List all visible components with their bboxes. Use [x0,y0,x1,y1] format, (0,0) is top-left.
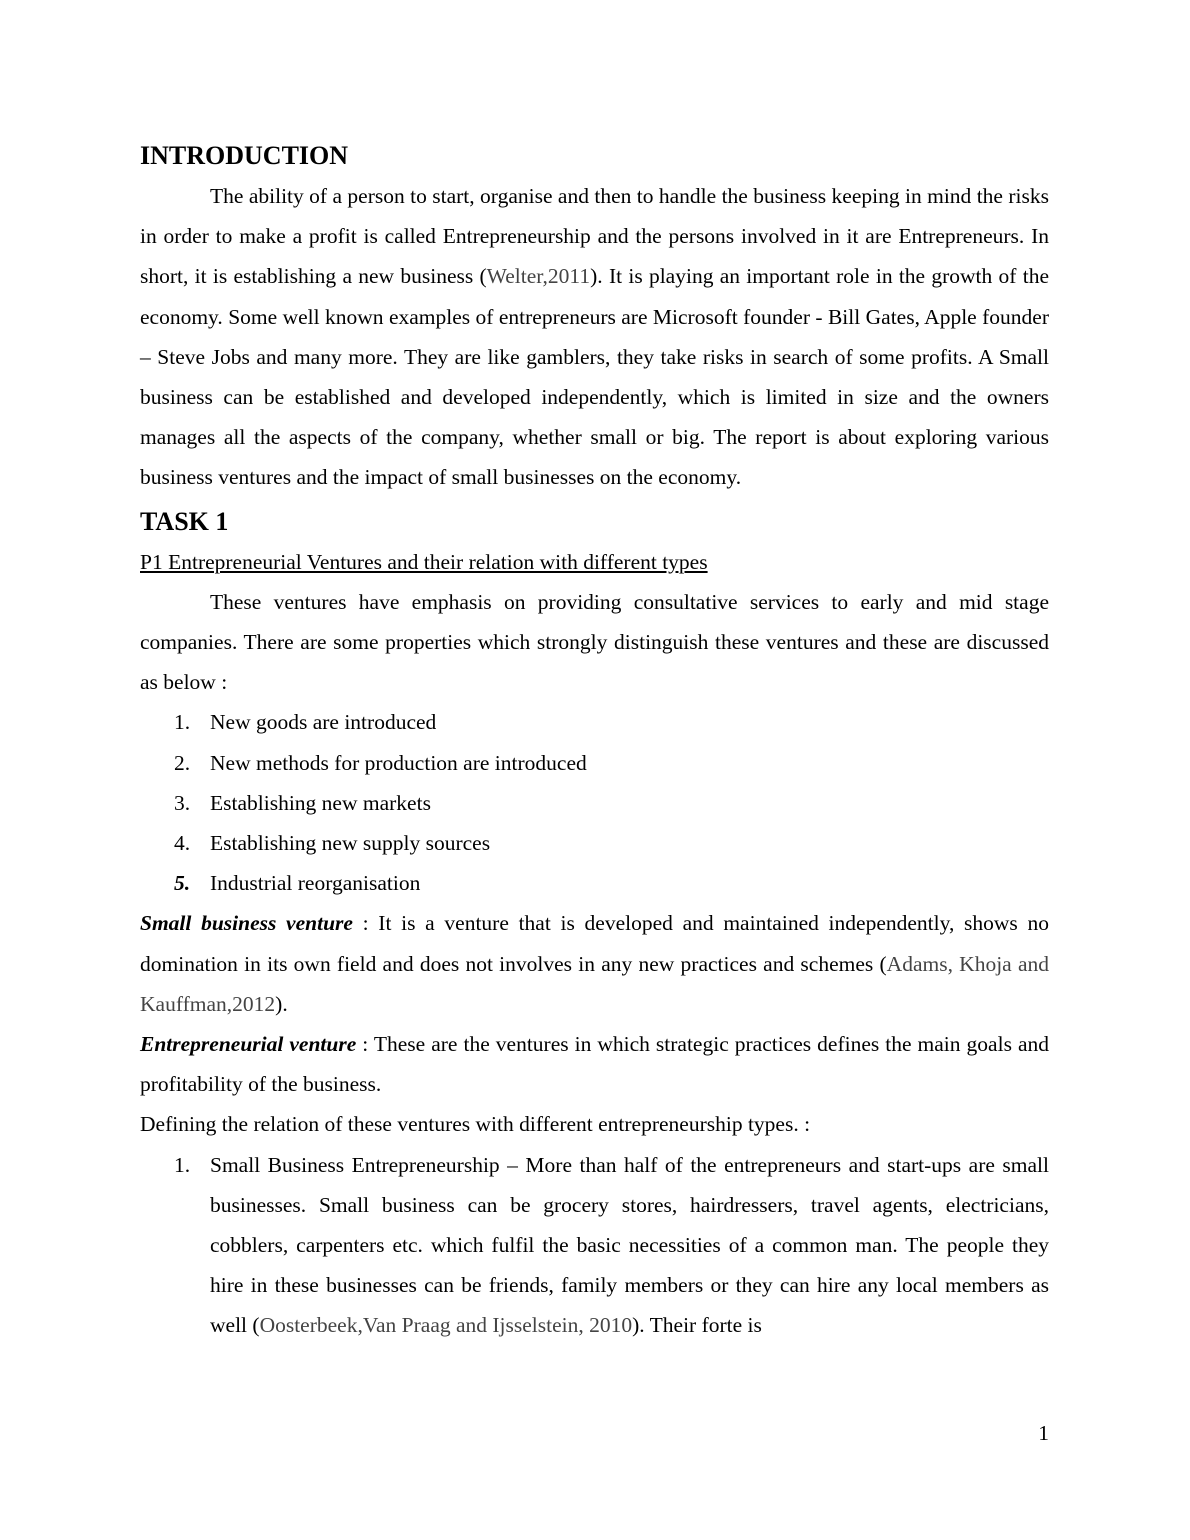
list-item: 1. New goods are introduced [140,702,1049,742]
citation: Oosterbeek,Van Praag and Ijsselstein, 2010 [259,1313,633,1338]
citation: Adams, Khoja and Kauffman,2012 [140,951,1050,1016]
list-number: 1. [174,1152,191,1177]
document-page [140,136,1049,1346]
task1-heading: TASK 1 [140,506,229,536]
list-number: 2. [174,750,191,775]
small-business-definition: Small business venture : It is a venture that is developed and maintained independently, shows no domination in its own field and does not involves in any new practices and schemes (Adams, Khoja and Kauffman,2012). [140,911,1050,1016]
small-business-term: Small business venture [140,911,353,936]
introduction-paragraph: The ability of a person to start, organise and then to handle the business keeping in mind the risks in order to make a profit is called Entrepreneurship and the persons involved in it are Entrepreneurs. In short, it is establishing a new business (Welter,2011). It is playing an important role in the growth of the economy. Some well known examples of entrepreneurs are Microsoft founder - Bill Gates, Apple founder – Steve Jobs and many more. They are like gamblers, they take risks in search of some profits. A Small business can be established and developed independently, which is limited in size and the owners manages all the aspects of the company, whether small or big. The report is about exploring various business ventures and the impact of small businesses on the economy. [140,184,1049,490]
list-number: 1. [174,710,191,735]
entrepreneurial-venture-term: Entrepreneurial venture [140,1032,357,1057]
list-number: 5. [174,871,191,896]
p1-subheading: P1 Entrepreneurial Ventures and their relation with different types [140,549,708,574]
list-item: 1. Small Business Entrepreneurship – More than half of the entrepreneurs and start-ups are small businesses. Small business can be grocery stores, hairdressers, travel agents, electricians, cobblers, carpenters etc. which fulfil the basic necessities of a common man. The people they hire in these businesses can be friends, family members or they can hire any local members as well (Oosterbeek,Van Praag and Ijsselstein, 2010). Their forte is [140,1145,1049,1346]
properties-list [140,702,1049,903]
ventures-paragraph: These ventures have emphasis on providing consultative services to early and mid stage companies. There are some properties which strongly distinguish these ventures and these are discussed as below : [140,589,1049,695]
citation: Welter,2011 [486,264,591,289]
entrepreneurial-venture-definition: Entrepreneurial venture : These are the ventures in which strategic practices defines the main goals and profitability of the business. [140,1032,1049,1097]
list-item: 3. Establishing new markets [140,783,1049,823]
list-item: 2. New methods for production are introduced [140,743,1049,783]
list-item: 4. Establishing new supply sources [140,823,1049,863]
list-number: 3. [174,790,191,815]
relation-intro: Defining the relation of these ventures with different entrepreneurship types. : [140,1112,811,1137]
entrepreneurship-types-list [140,1145,1049,1346]
introduction-heading: INTRODUCTION [140,141,349,170]
list-number: 4. [174,831,191,856]
list-item: 5. Industrial reorganisation [140,863,1049,903]
page-number: 1 [1038,1421,1049,1445]
